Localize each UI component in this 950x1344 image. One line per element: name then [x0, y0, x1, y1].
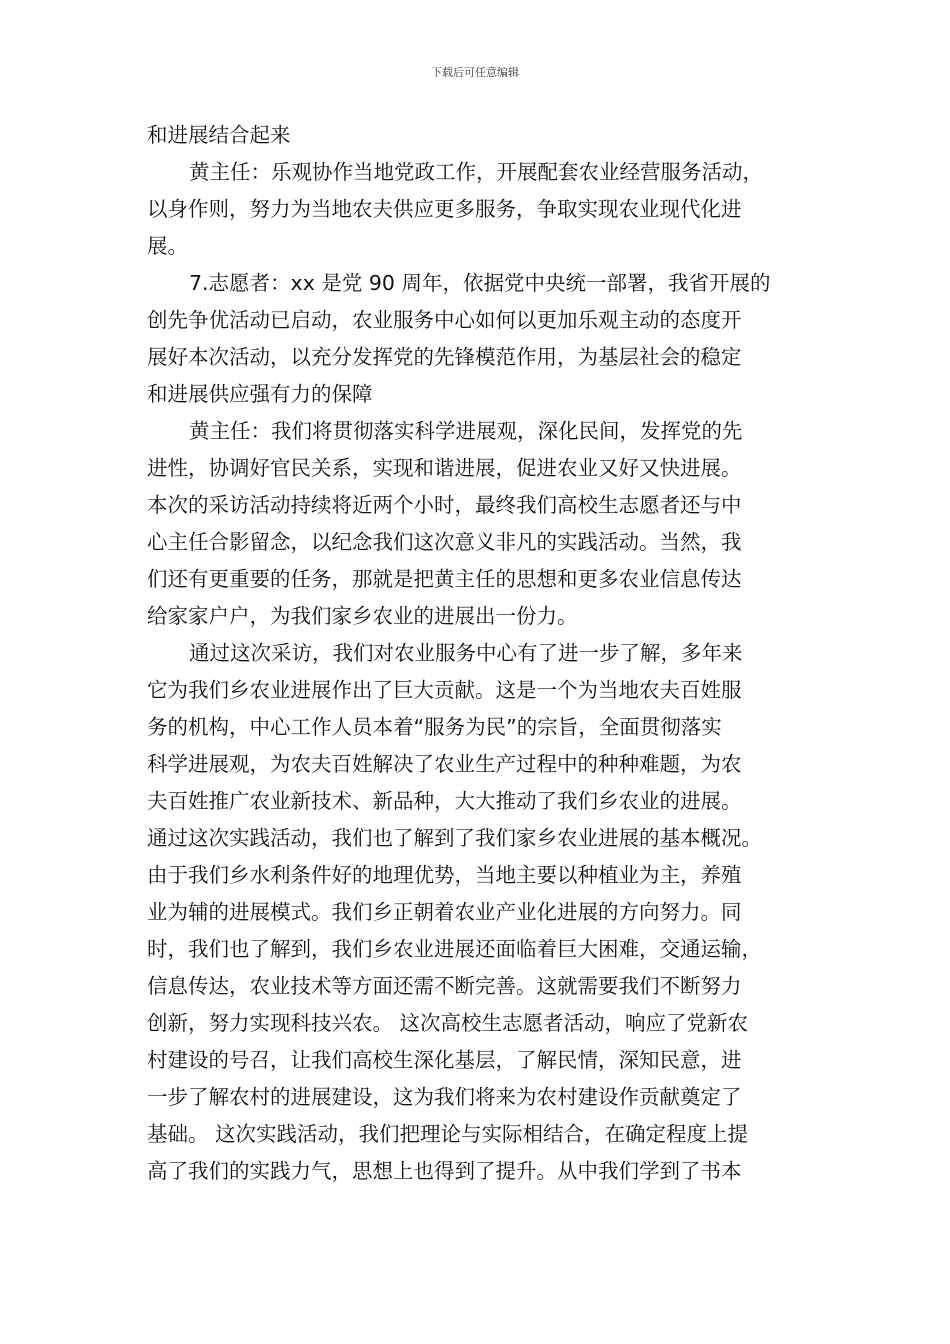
text-line: 创先争优活动已启动，农业服务中心如何以更加乐观主动的态度开 — [147, 308, 742, 332]
text-line: 展好本次活动，以充分发挥党的先锋模范作用，为基层社会的稳定 — [147, 345, 742, 369]
text-line: 和进展结合起来 — [147, 123, 291, 147]
text-line: 给家家户户，为我们家乡农业的进展出一份力。 — [147, 604, 578, 628]
document-body — [147, 117, 812, 1190]
text-line: 时，我们也了解到，我们乡农业进展还面临着巨大困难，交通运输， — [147, 937, 762, 961]
text-line: 进性，协调好官民关系，实现和谐进展，促进农业又好又快进展。 — [147, 456, 742, 480]
text-line: 创新，努力实现科技兴农。 这次高校生志愿者活动，响应了党新农 — [147, 1011, 749, 1035]
text-line: 村建设的号召，让我们高校生深化基层，了解民情，深知民意，进 — [147, 1048, 742, 1072]
text-line: 通过这次采访，我们对农业服务中心有了进一步了解，多年来 — [189, 641, 743, 665]
text-line: 展。 — [147, 234, 188, 258]
text-line: 高了我们的实践力气，思想上也得到了提升。从中我们学到了书本 — [147, 1159, 742, 1183]
text-line: 本次的采访活动持续将近两个小时，最终我们高校生志愿者还与中 — [147, 493, 742, 517]
page-header-note: 下载后可任意编辑 — [431, 66, 519, 79]
text-line: 通过这次实践活动，我们也了解到了我们家乡农业进展的基本概况。 — [147, 826, 762, 850]
text-line: 基础。 这次实践活动，我们把理论与实际相结合，在确定程度上提 — [147, 1122, 749, 1146]
text-line: 由于我们乡水利条件好的地理优势，当地主要以种植业为主，养殖 — [147, 863, 742, 887]
text-line: 夫百姓推广农业新技术、新品种，大大推动了我们乡农业的进展。 — [147, 789, 742, 813]
text-line: 务的机构，中心工作人员本着“服务为民”的宗旨，全面贯彻落实 — [147, 715, 722, 739]
text-line: 和进展供应强有力的保障 — [147, 382, 373, 406]
text-line: 科学进展观，为农夫百姓解决了农业生产过程中的种种难题，为农 — [147, 752, 742, 776]
text-line: 心主任合影留念，以纪念我们这次意义非凡的实践活动。当然，我 — [147, 530, 742, 554]
text-line: 以身作则，努力为当地农夫供应更多服务，争取实现农业现代化进 — [147, 197, 742, 221]
text-line: 一步了解农村的进展建设，这为我们将来为农村建设作贡献奠定了 — [147, 1085, 742, 1109]
text-line: 黄主任：乐观协作当地党政工作，开展配套农业经营服务活动， — [189, 160, 763, 184]
text-line: 黄主任：我们将贯彻落实科学进展观，深化民间，发挥党的先 — [189, 419, 743, 443]
text-line: 它为我们乡农业进展作出了巨大贡献。这是一个为当地农夫百姓服 — [147, 678, 742, 702]
text-line: 信息传达，农业技术等方面还需不断完善。这就需要我们不断努力 — [147, 974, 742, 998]
text-line: 业为辅的进展模式。我们乡正朝着农业产业化进展的方向努力。同 — [147, 900, 742, 924]
text-line: 们还有更重要的任务，那就是把黄主任的思想和更多农业信息传达 — [147, 567, 742, 591]
text-line: 7.志愿者：xx 是党 90 周年，依据党中央统一部署，我省开展的 — [189, 271, 771, 295]
